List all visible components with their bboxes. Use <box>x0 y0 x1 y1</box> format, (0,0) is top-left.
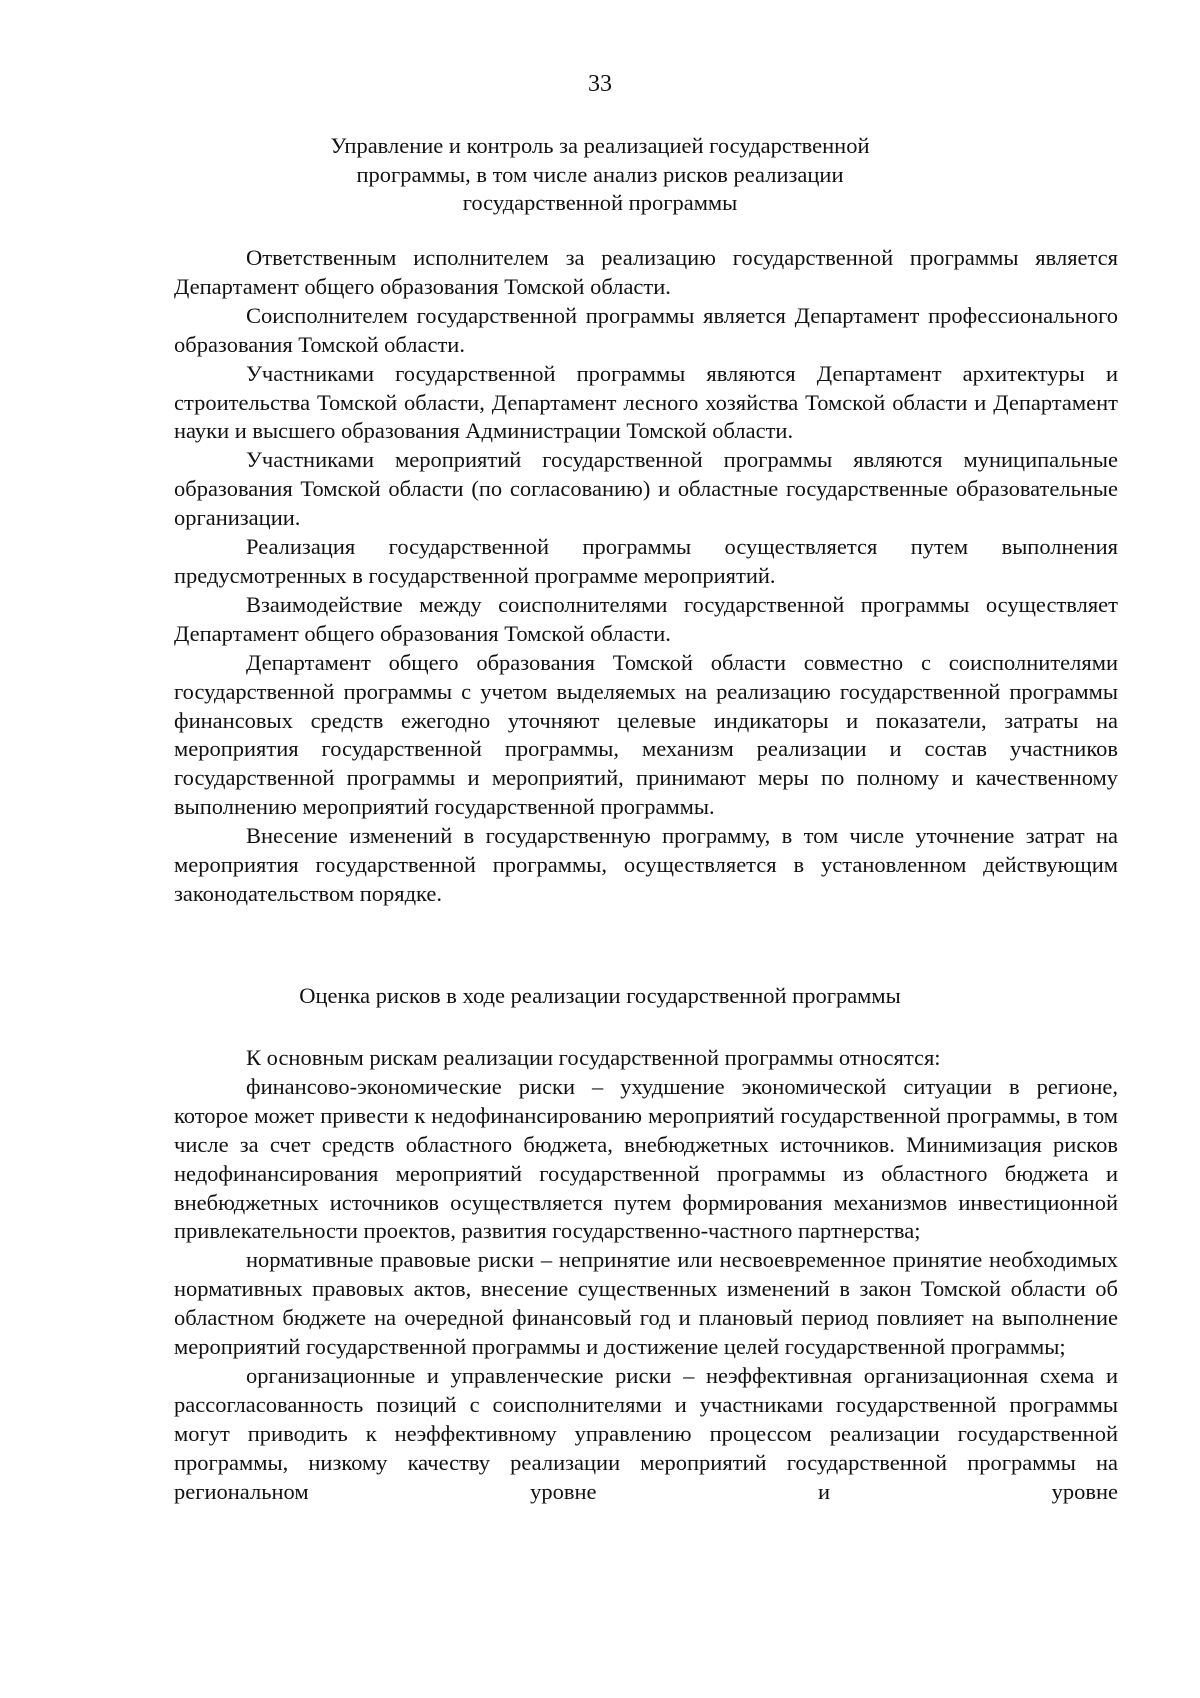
paragraph: Департамент общего образования Томской области совместно с соисполнителями государственной программы с учетом выделяемых на реализацию государственной программы финансовых средств ежегодно уточняют целевые индикаторы и показатели, затраты на мероприятия государственной программы, механизм реализации и состав участников государственной программы и мероприятий, принимают меры по полному и качественному выполнению мероприятий государственной программы. <box>174 649 1118 820</box>
paragraph: финансово-экономические риски – ухудшение экономической ситуации в регионе, которое может привести к недофинансированию мероприятий государственной программы, в том числе за счет средств областного бюджета, внебюджетных источников. Минимизация рисков недофинансирования мероприятий государственной программы из областного бюджета и внебюджетных источников осуществляется путем формирования механизмов инвестиционной привлекательности проектов, развития государственно-частного партнерства; <box>174 1073 1118 1244</box>
heading-line: Управление и контроль за реализацией государственной <box>330 133 870 158</box>
paragraph: К основным рискам реализации государственной программы относятся: <box>246 1045 941 1070</box>
section-heading-management <box>0 132 1200 218</box>
heading-line: государственной программы <box>462 190 738 215</box>
paragraph: Участниками государственной программы являются Департамент архитектуры и строительства Томской области, Департамент лесного хозяйства Томской области и Департамент науки и высшего образования Администрации Томской области. <box>174 360 1118 444</box>
paragraph: организационные и управленческие риски – неэффективная организационная схема и рассогласованность позиций с соисполнителями и участниками государственной программы могут приводить к неэффективному управлению процессом реализации государственной программы, низкому качеству реализации мероприятий государственной программы на региональном уровне и уровне <box>174 1362 1118 1504</box>
page-number: 33 <box>588 71 612 97</box>
paragraph: Участниками мероприятий государственной программы являются муниципальные образования Томской области (по согласованию) и областные государственные образовательные организации. <box>174 447 1118 531</box>
section-body-management <box>174 244 1118 909</box>
section-body-risks <box>174 1044 1118 1507</box>
paragraph: Взаимодействие между соисполнителями государственной программы осуществляет Департамент общего образования Томской области. <box>174 591 1118 646</box>
paragraph: Ответственным исполнителем за реализацию государственной программы является Департамент общего образования Томской области. <box>174 245 1118 299</box>
paragraph: Соисполнителем государственной программы является Департамент профессионального образования Томской области. <box>174 302 1118 357</box>
paragraph: Реализация государственной программы осуществляется путем выполнения предусмотренных в государственной программе мероприятий. <box>174 534 1118 588</box>
paragraph: Внесение изменений в государственную программу, в том числе уточнение затрат на мероприятия государственной программы, осуществляется в установленном действующим законодательством порядке. <box>174 823 1118 906</box>
heading-line: Оценка рисков в ходе реализации государственной программы <box>299 983 901 1008</box>
section-heading-risks <box>0 982 1200 1011</box>
heading-line: программы, в том числе анализ рисков реализации <box>356 161 844 187</box>
paragraph: нормативные правовые риски – непринятие или несвоевременное принятие необходимых нормативных правовых актов, внесение существенных изменений в закон Томской области об областном бюджете на очередной финансовый год и плановый период повлияет на выполнение мероприятий государственной программы и достижение целей государственной программы; <box>174 1247 1118 1360</box>
